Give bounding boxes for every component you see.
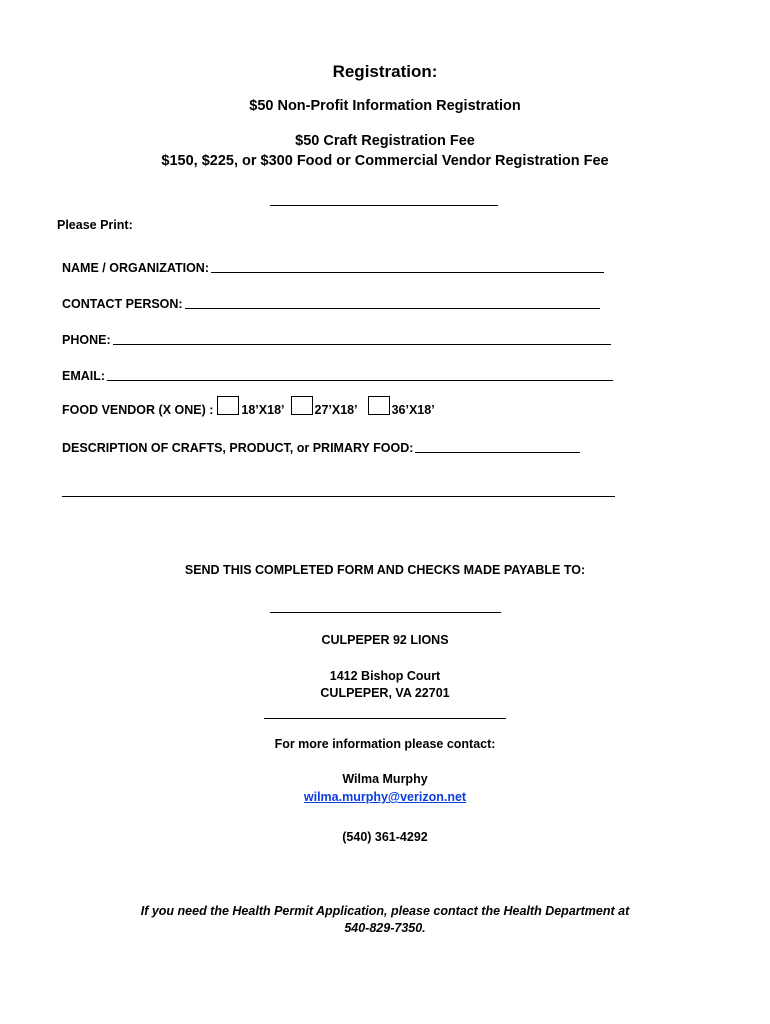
description-label: DESCRIPTION OF CRAFTS, PRODUCT, or PRIMARY FOOD: <box>62 441 414 455</box>
contact-person-label: CONTACT PERSON: <box>62 297 183 311</box>
mailing-heading: SEND THIS COMPLETED FORM AND CHECKS MADE PAYABLE TO: <box>184 563 586 577</box>
phone-label: PHONE: <box>62 333 111 347</box>
divider <box>264 718 506 719</box>
please-print-label: Please Print: <box>57 218 133 232</box>
checkbox-27x18[interactable] <box>291 396 313 415</box>
checkbox-36x18[interactable] <box>368 396 390 415</box>
contact-email-link[interactable]: wilma.murphy@verizon.net <box>303 790 467 804</box>
divider <box>270 205 498 206</box>
option-36x18-label: 36’X18’ <box>391 403 435 417</box>
payee-name: CULPEPER 92 LIONS <box>321 633 449 647</box>
name-organization-label: NAME / ORGANIZATION: <box>62 261 209 275</box>
contact-heading: For more information please contact: <box>274 737 496 751</box>
street-address: 1412 Bishop Court <box>329 669 441 683</box>
option-27x18-label: 27’X18’ <box>314 403 358 417</box>
contact-name: Wilma Murphy <box>342 772 428 786</box>
food-vendor-field <box>62 396 435 417</box>
email-input-line[interactable] <box>107 380 613 381</box>
contact-phone: (540) 361-4292 <box>342 830 428 844</box>
city-state-zip: CULPEPER, VA 22701 <box>320 686 450 700</box>
page-title: Registration: <box>332 62 438 81</box>
description-input-line[interactable] <box>415 452 580 453</box>
contact-person-field[interactable] <box>62 297 600 311</box>
footer-note: If you need the Health Permit Application, please contact the Health Department at <box>140 904 630 918</box>
email-field[interactable] <box>62 369 613 383</box>
fee-vendor: $150, $225, or $300 Food or Commercial Vendor Registration Fee <box>161 153 609 169</box>
checkbox-18x18[interactable] <box>217 396 239 415</box>
description-continuation-line[interactable] <box>62 496 615 497</box>
phone-field[interactable] <box>62 333 611 347</box>
name-organization-field[interactable] <box>62 261 604 275</box>
option-18x18-label: 18’X18’ <box>241 403 285 417</box>
food-vendor-label: FOOD VENDOR (X ONE) : <box>62 403 214 417</box>
fee-nonprofit: $50 Non-Profit Information Registration <box>249 98 521 114</box>
fee-craft: $50 Craft Registration Fee <box>295 133 475 149</box>
email-label: EMAIL: <box>62 369 106 383</box>
contact-person-input-line[interactable] <box>185 308 600 309</box>
phone-input-line[interactable] <box>113 344 611 345</box>
footer-phone: 540-829-7350. <box>344 921 426 935</box>
description-field[interactable] <box>62 441 580 455</box>
name-organization-input-line[interactable] <box>211 272 604 273</box>
divider <box>270 612 501 613</box>
